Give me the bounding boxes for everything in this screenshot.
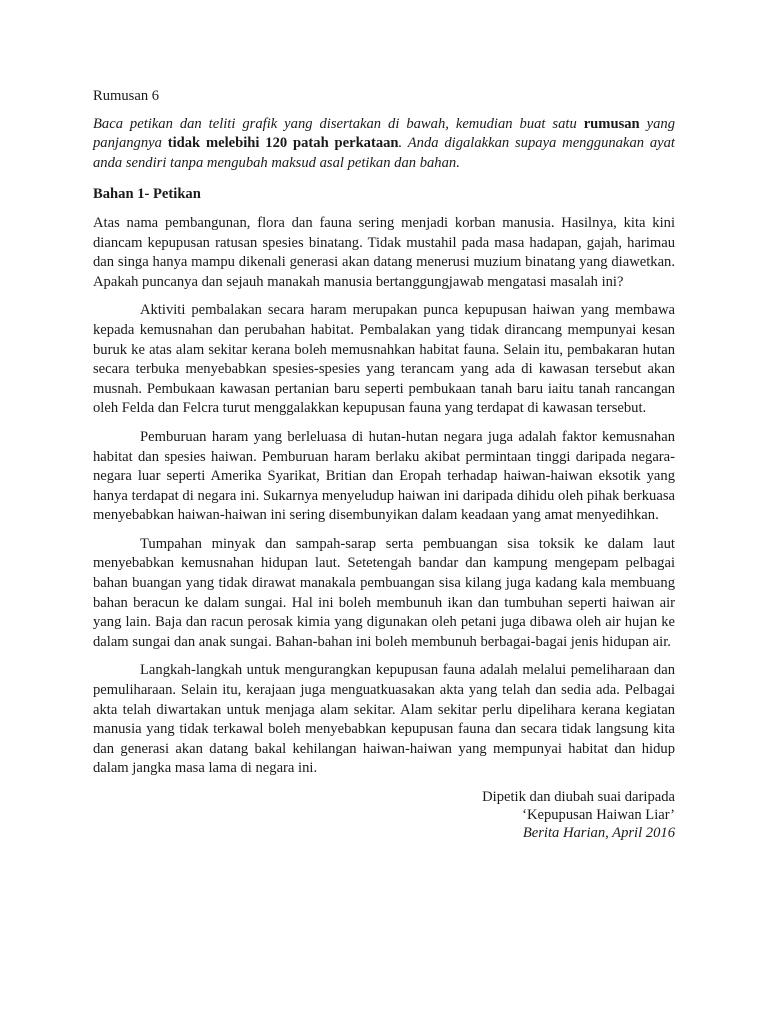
source-line-3: Berita Harian, April 2016: [522, 825, 675, 841]
instruction-part-3: . Anda digalakkan supaya menggunakan ayat anda sendiri tanpa mengubah maksud asal petikan dan bahan.: [93, 135, 675, 171]
instruction-bold-rumusan: rumusan: [583, 115, 640, 132]
section-title: Bahan 1- Petikan: [93, 186, 201, 203]
document-page: [93, 87, 675, 842]
paragraph-intro: Atas nama pembangunan, flora dan fauna sering menjadi korban manusia. Hasilnya, kita kini diancam kepupusan ratusan spesies binatang. Tidak mustahil pada masa hadapan, gajah, harimau dan singa hanya mampu dikenali generasi akan datang menerusi muzium binatang yang diawetkan. Apakah puncanya dan sejauh manakah manusia bertanggungjawab mengatasi masalah ini?: [93, 214, 675, 290]
instruction-text: [93, 115, 675, 174]
source-line-2: ‘Kepupusan Haiwan Liar’: [522, 807, 675, 823]
document-heading: Rumusan 6: [93, 88, 160, 104]
paragraph-measures: Langkah-langkah untuk mengurangkan kepupusan fauna adalah melalui pemeliharaan dan pemuliharaan. Selain itu, kerajaan juga menguatkuasakan akta yang telah dan sedia ada. Pelbagai akta telah diwartakan untuk menjaga alam sekitar. Alam sekitar perlu dipelihara kerana kegiatan manusia yang tidak terkawal boleh menyebabkan kepupusan fauna dan secara tidak langsung kita dan generasi akan datang bakal kehilangan haiwan-haiwan yang mempunyai habitat dan hidup dalam jangka masa lama di negara ini.: [93, 662, 675, 777]
source-citation: [93, 788, 675, 842]
instruction-part-1: Baca petikan dan teliti grafik yang disertakan di bawah, kemudian buat satu: [93, 115, 584, 132]
paragraph-pollution: Tumpahan minyak dan sampah-sarap serta pembuangan sisa toksik ke dalam laut menyebabkan kemusnahan hidupan laut. Setetengah bandar dan kampung mengepam pelbagai bahan buangan yang tidak dirawat manakala pembuangan sisa kilang juga kadang kala membuang bahan beracun ke dalam sungai. Hal ini boleh membunuh ikan dan tumbuhan seperti haiwan air yang lain. Baja dan racun perosak kimia yang digunakan oleh petani juga dibawa oleh air hujan ke dalam sungai dan anak sungai. Bahan-bahan ini boleh membunuh berbagai-bagai jenis hidupan air.: [93, 535, 675, 650]
paragraph-poaching: Pemburuan haram yang berleluasa di hutan-hutan negara juga adalah faktor kemusnahan habitat dan spesies haiwan. Pemburuan haram berlaku akibat permintaan tinggi daripada negara-negara luar seperti Amerika Syarikat, Britian dan Eropah terhadap haiwan-haiwan eksotik yang hanya terdapat di negara ini. Sukarnya menyeludup haiwan ini daripada dihidu oleh pihak berkuasa menyebabkan haiwan-haiwan ini sering disembunyikan dalam keadaan yang amat menyedihkan.: [93, 428, 675, 524]
instruction-part-2: yang panjangnya: [93, 115, 675, 152]
instruction-bold-word-limit: tidak melebihi 120 patah perkataan: [167, 135, 399, 152]
paragraph-logging: Aktiviti pembalakan secara haram merupakan punca kepupusan haiwan yang membawa kepada kemusnahan dan perubahan habitat. Pembalakan yang tidak dirancang mempunyai kesan buruk ke atas alam sekitar kerana boleh memusnahkan habitat fauna. Selain itu, pembakaran hutan secara terbuka menyebabkan spesies-spesies yang terancam yang ada di kawasan tersebut akan musnah. Pembukaan kawasan pertanian baru seperti pembukaan tanah baru iaitu tanah rancangan oleh Felda dan Felcra turut menggalakkan kepupusan fauna yang terdapat di kawasan tersebut.: [93, 302, 675, 417]
source-line-1: Dipetik dan diubah suai daripada: [482, 789, 675, 805]
